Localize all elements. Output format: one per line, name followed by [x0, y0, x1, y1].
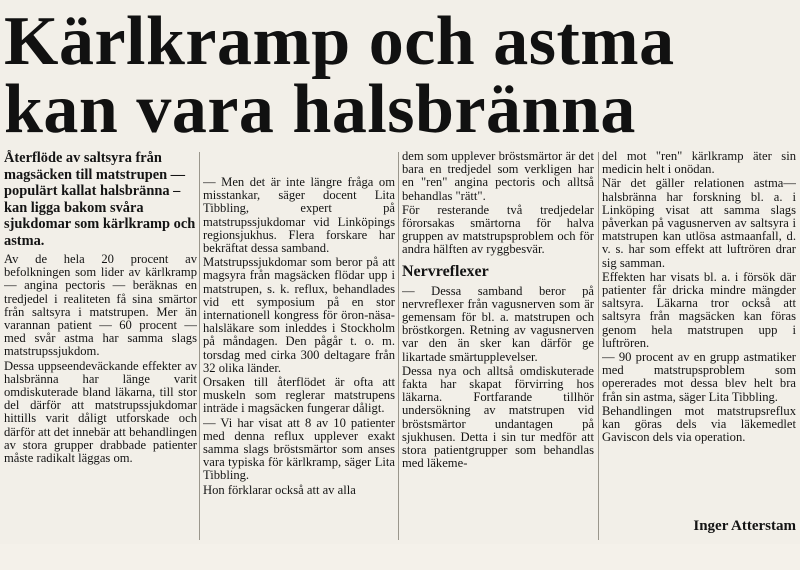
body-paragraph: — Men det är inte längre fråga om misstankar, säger docent Lita Tibbling, expert på matstrupssjukdomar vid Linköpings regionsjukhus. Flera forskare har bekräftat dessa samband. [203, 176, 395, 256]
subheading: Nervreflexer [402, 262, 489, 280]
body-paragraph: När det gäller relationen astma—halsbränna har forskning bl. a. i Linköping visat att samma slags påverkan på vagusnerven av saltsyra i matstrupen kan utlösa astmaanfall, d. v. s. har som effekt att luftrören drar sig samman. [602, 176, 796, 270]
byline: Inger Atterstam [693, 518, 796, 534]
body-paragraph: — Vi har visat att 8 av 10 patienter med denna reflux upplever exakt samma slags bröstsmärtor som anses vara typiska för kärlkramp, säger Lita Tibbling. [203, 415, 395, 483]
body-paragraph: Effekten har visats bl. a. i försök där patienter får dricka mindre mängder saltsyra. Läkarna tror också att saltsyra från magsäcken kan föras genom hela matstrupen upp i luftrören. [602, 269, 796, 350]
body-paragraph: Dessa nya och alltså omdiskuterade fakta har skapat förvirring hos läkarna. Fortfarande tillhör undersökning av matstrupen vid bröstsmärtor undantagen på sjukhusen. Detta i sin tur medför att stora patientgrupper som behandlas med läkeme- [402, 363, 594, 471]
body-paragraph: Dessa uppseendeväckande effekter av halsbränna har länge varit omdiskuterade bland läkarna, till stor del därför att matstrupssjukdomar hittills varit dåligt utforskade och därför att det innebär att behandlingen av stora grupper drabbade patienter måste radikalt läggas om. [4, 358, 197, 466]
body-paragraph: — 90 procent av en grupp astmatiker med matstrupsproblem som opererades mot dessa blev helt bra från sin astma, säger Lita Tibbling. [602, 350, 796, 404]
column-4 [602, 150, 796, 510]
body-paragraph: För resterande två tredjedelar förorsakas smärtorna för halva gruppen av matstrupsproblem och för andra hälften av ryggbesvär. [402, 202, 594, 257]
body-paragraph: Av de hela 20 procent av befolkningen som lider av kärlkramp — angina pectoris — beräknas en tredjedel i realiteten få sina smärtor från saltsyra i matstrupen. Mer än varannan patient — 60 procent — med svår astma har samma slags matstrupssjukdom. [4, 252, 197, 359]
column-2 [203, 176, 395, 570]
headline-line-1: Kärlkramp och astma [4, 3, 675, 80]
headline-line-2: kan vara halsbränna [4, 71, 636, 148]
headline [4, 3, 796, 148]
body-paragraph: Behandlingen mot matstrupsreflux kan göras dels via läkemedlet Gaviscon dels via operation. [602, 403, 796, 445]
body-paragraph: Matstrupssjukdomar som beror på att magsyra från magsäcken flödar upp i matstrupen, s. k. reflux, behandlades vid ett symposium på en stor internationell kongress för öron-näsa-halsläkare som inleddes i Stockholm på måndagen. Den pågår t. o. m. torsdag med cirka 300 deltagare från 32 olika länder. [203, 255, 395, 375]
column-rule [398, 152, 399, 540]
column-1 [4, 150, 197, 544]
column-rule [598, 152, 599, 540]
body-paragraph: dem som upplever bröstsmärtor är det bara en tredjedel som verkligen har en "ren" angina pectoris och alltså behandlas "rätt". [402, 150, 594, 203]
column-3 [402, 150, 594, 544]
body-paragraph: del mot "ren" kärlkramp äter sin medicin helt i onödan. [602, 150, 796, 177]
lead-paragraph: Återflöde av saltsyra från magsäcken till matstrupen — populärt kallat halsbränna – kan ligga bakom svåra sjukdomar som kärlkramp och astma. [4, 150, 196, 249]
body-paragraph: Hon förklarar också att av alla [203, 482, 356, 497]
body-paragraph: — Dessa samband beror på nervreflexer från vagusnerven som är gemensam för bl. a. matstrupen och bröstkorgen. Retning av vagusnerven var den än sker kan därför ge likartade smärtupplevelser. [402, 283, 594, 364]
column-rule [199, 152, 200, 540]
body-paragraph: Orsaken till återflödet är ofta att muskeln som reglerar matstrupens inträde i magsäcken fungerar dåligt. [203, 375, 395, 416]
